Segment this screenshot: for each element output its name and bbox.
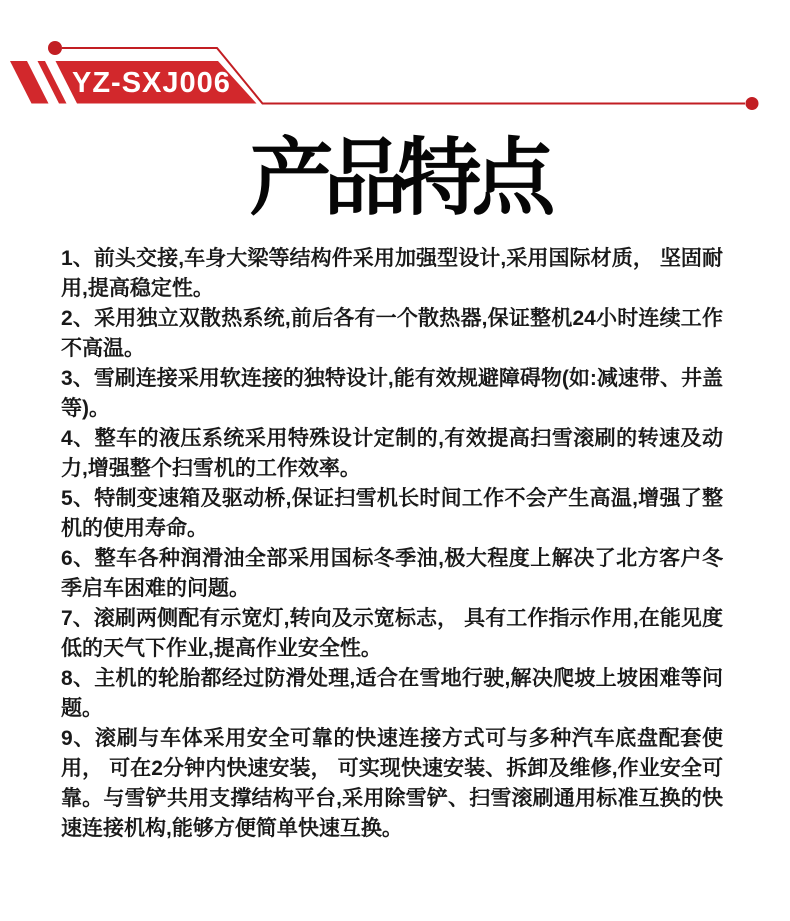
feature-item-9: 9、滚刷与车体采用安全可靠的快速连接方式可与多种汽车底盘配套使用， 可在2分钟内快速安装， 可实现快速安装、拆卸及维修,作业安全可靠。与雪铲共用支撑结构平台,采用除雪铲、扫雪滚刷通用标准互换的快速连接机构,能够方便简单快速互换。 xyxy=(61,727,723,840)
model-badge-label: YZ-SXJ006 xyxy=(72,67,231,99)
feature-item-6: 6、整车各种润滑油全部采用国标冬季油,极大程度上解决了北方客户冬季启车困难的问题。 xyxy=(61,547,723,600)
feature-item-2: 2、采用独立双散热系统,前后各有一个散热器,保证整机24小时连续工作不高温。 xyxy=(61,307,723,360)
right-dot xyxy=(746,97,759,110)
feature-item-1: 1、前头交接,车身大梁等结构件采用加强型设计,采用国际材质， 坚固耐用,提高稳定性。 xyxy=(61,247,723,300)
feature-item-3: 3、雪刷连接采用软连接的独特设计,能有效规避障碍物(如:减速带、井盖等)。 xyxy=(61,367,723,420)
left-dot xyxy=(48,41,62,55)
feature-item-5: 5、特制变速箱及驱动桥,保证扫雪机长时间工作不会产生高温,增强了整机的使用寿命。 xyxy=(61,487,723,540)
features-list xyxy=(61,244,723,844)
feature-item-8: 8、主机的轮胎都经过防滑处理,适合在雪地行驶,解决爬坡上坡困难等问题。 xyxy=(61,667,723,720)
feature-item-7: 7、滚刷两侧配有示宽灯,转向及示宽标志， 具有工作指示作用,在能见度低的天气下作业,提高作业安全性。 xyxy=(61,607,723,660)
feature-item-4: 4、整车的液压系统采用特殊设计定制的,有效提高扫雪滚刷的转速及动力,增强整个扫雪机的工作效率。 xyxy=(61,427,723,480)
page-title: 产品特点 xyxy=(249,131,546,225)
